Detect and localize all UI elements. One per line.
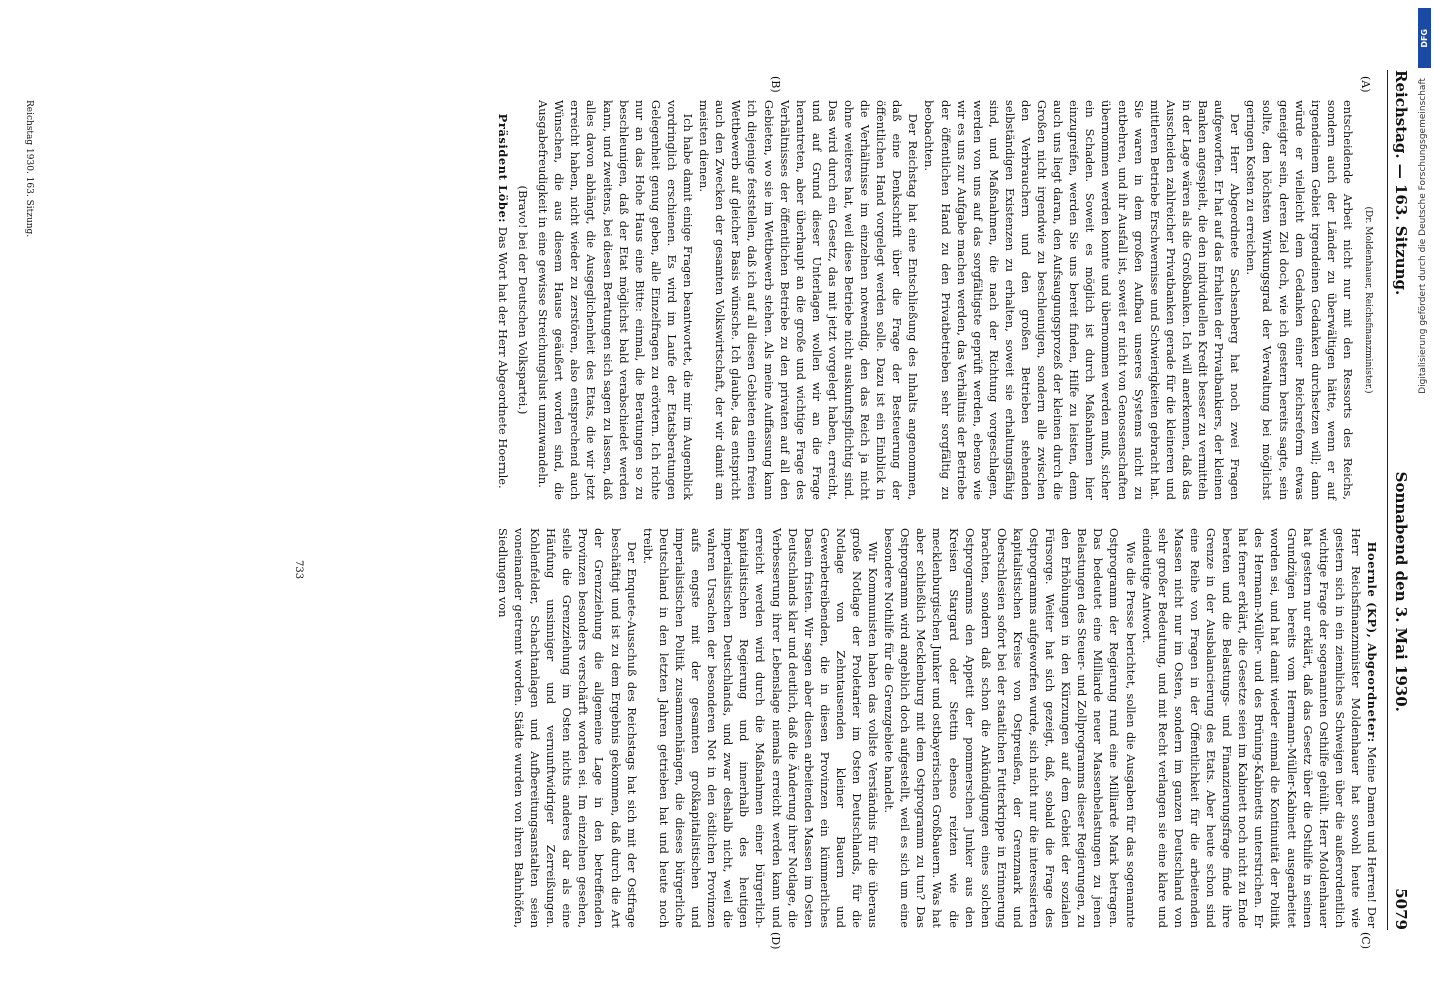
- dfg-logo: [1418, 8, 1431, 68]
- president-label: Präsident Löbe:: [496, 113, 511, 224]
- president-text: Das Wort hat der Herr Abgeordnete Hoernle.: [496, 226, 511, 489]
- dfg-watermark: [1418, 8, 1432, 808]
- signature-number: 733: [293, 560, 304, 580]
- paragraph: Wie die Presse berichtet, sollen die Ausgaben für das sogenannte Ostprogramm der Regierung rund eine Milliarde Mark betragen. Das bedeutet eine Milliarde neuer Massenbelastungen zu jenen Belastungen des Steuer- und Zollprogramms dieser Regierungen, zu den Erhöhungen in den Kürzungen auf dem Gebiet der sozialen Fürsorge. Weiter hat sich gezeigt, daß, sobald die Frage des Ostprogramms aufgeworfen wurde, sich nicht nur die interessierten kapitalistischen Kreise von Ostpreußen, der Grenzmark und Oberschlesien sofort bei der staatlichen Futterkrippe in Erinnerung brachten, sondern daß schon die Ankündigungen eines solchen Ostprogramms den Appetit der pommerschen Junker aus den Kreisen Stargard oder Stettin ebenso reizten wie die mecklenburgischen Junker und ostbayerischen Großbauern. Was hat aber schließlich Mecklenburg mit dem Ostprogramm zu tun? Das Ostprogramm wird angeblich doch aufgestellt, weil es sich um eine besondere Nothilfe für die Grenzgebiete handelt.: [882, 528, 1138, 928]
- paragraph: Der Reichstag hat eine Entschließung des Inhalts angenommen, daß eine Denkschrift über die Frage der Besteuerung der öffentlichen Hand vorgelegt werden solle. Dazu ist ein Einblick in die Verhältnisse im einzelnen notwendig, den das Reich ja nicht ohne weiteres hat, weil diese Betriebe nicht auskunftspflichtig sind. Das wird durch ein Gesetz, das mit jetzt vorgelegt haben, erreicht, und auf Grund dieser Unterlagen wollen wir an die Frage herantreten, aber überhaupt an die große und wichtige Frage des Verhältnisses der öffentlichen Betriebe zu den privaten auf all den Gebieten, wo sie im Wettbewerb stehen. Als meine Auffassung kann ich diejenige feststellen, daß ich auf all diesen Gebieten einen freien Wettbewerb auf gleicher Basis wünsche. Ich glaube, das entspricht auch den Zwecken der gesamten Volkswirtschaft, der wir damit am meisten dienen.: [697, 100, 921, 500]
- paragraph: Meine Damen und Herren! Der Herr Reichsfinanzminister Moldenhauer hat sowohl heute wie gestern sich in ein ziemliches Schweigen über die außerordentlich wichtige Frage der sogenannten Osthilfe gehüllt. Herr Moldenhauer hat gestern nur erklärt, daß das Gesetz über die Osthilfe in seinen Grundzügen bereits vom Hermann-Müller-Kabinett ausgearbeitet worden sei, und hat damit wieder einmal die Kontinuität der Politik des Hermann-Müller- und des Brüning-Kabinetts unterstrichen. Er hat ferner erklärt, die Gesetze seien im Kabinett noch nicht zu Ende beraten und die Belastungs- und Finanzierungsfrage finde ihre Grenze in der Ausbalancierung des Etats. Aber heute schon sind eine Reihe von Fragen in der Öffentlichkeit für die arbeitenden Massen nicht nur im Osten, sondern im ganzen Deutschland von sehr großer Bedeutung, und mit Recht verlangen sie eine klare und eindeutige Antwort.: [1139, 528, 1379, 929]
- page-number: 5079: [1392, 888, 1410, 930]
- margin-mark-a: (A): [1359, 76, 1372, 93]
- margin-mark-b: (B): [769, 76, 782, 93]
- watermark-text: Digitalisierung gefördert durch die Deutsche Forschungsgemeinschaft: [1418, 78, 1428, 394]
- speaker-label: Hoernle (KP), Abgeordneter:: [1365, 541, 1379, 743]
- speech-opening: [1139, 528, 1380, 928]
- left-column: [495, 100, 1380, 500]
- running-head-date: Sonnabend den 3. Mai 1930.: [1392, 471, 1410, 712]
- paragraph: Der Enquete-Ausschuß des Reichstags hat sich mit der Ostfrage beschäftigt und ist zu dem Ergebnis gekommen, daß durch die Art der Grenzziehung die allgemeine Lage in den betreffenden Provinzen besonders verschärft worden sei. Im einzelnen gesehen, stelle die Grenzziehung im Osten nichts anderes dar als eine Häufung unsinniger und vernunftwidriger Zerreißungen. Kohlenfelder, Schachtanlagen und Aufbereitungsanstalten seien voneinander getrennt worden. Städte wurden von ihren Bahnhöfen, Siedlungen von: [495, 528, 639, 928]
- paragraph: entscheidende Arbeit nicht nur mit den Ressorts des Reichs, sondern auch der Länder zu überwältigen hätte, wenn er auf irgendeinem Gebiet irgendeinen Gedanken durchsetzen will; dann würde er vielleicht dem Gedanken einer Reichsreform etwas geneigter sein, deren Ziel doch, wie ich gestern bereits sagte, sein sollte, den höchsten Wirkungsgrad der Verwaltung bei möglichst geringen Kosten zu erreichen.: [1244, 100, 1355, 500]
- right-column: [495, 528, 1380, 928]
- margin-mark-c: (C): [1359, 932, 1372, 949]
- speaker-note: (Dr. Moldenhauer, Reichsfinanzminister.): [1363, 206, 1373, 394]
- applause-note: (Bravo! bei der Deutschen Volkspartei.): [516, 185, 531, 415]
- header-rule: [1387, 70, 1388, 930]
- paragraph: Der Herr Abgeordnete Sachsenberg hat noch zwei Fragen aufgeworfen. Er hat auf das Erhalten der Privatbankiers, der kleinen Banken angespielt, die den individuellen Kredit besser zu vermitteln in der Lage wären als die Großbanken. Ich will anerkennen, daß das Ausscheiden zahlreicher Privatbanken gerade für die kleineren und mittleren Betriebe Erschwernisse und Schwierigkeiten gebracht hat. Sie waren in dem großen Aufbau unseres Systems nicht zu entbehren, und ihr Ausfall ist, soweit er nicht von Genossenschaften übernommen werden konnte und übernommen werden muß, sicher ein Schaden. Soweit es möglich ist durch Maßnahmen hier einzugreifen, werden Sie uns bereit finden, Hilfe zu leisten, denn auch uns liegt daran, den Aufsaugungsprozeß der kleinen durch die Großen nicht irgendwie zu beschleunigen, sondern alle zwischen den Verbrauchern und den großen Betrieben stehenden selbständigen Existenzen zu erhalten, soweit sie erhaltungsfähig sind, und Maßnahmen, die nach der Richtung vorgeschlagen, werden von uns auf das sorgfältigste geprüft werden, ebenso wie wir es uns zur Aufgabe machen werden, das Verhältnis der Betriebe der öffentlichen Hand zu den Privatbetrieben sehr sorgfältig zu beobachten.: [922, 100, 1243, 500]
- running-head-left: Reichstag. — 163. Sitzung.: [1392, 70, 1410, 296]
- footer-note: Reichstag 1930. 163. Sitzung.: [24, 100, 34, 238]
- paragraph: Ich habe damit einige Fragen beantwortet, die mir im Augenblick vordringlich erschienen. Es wird im Laufe der Etatsberatungen Gelegenheit genug geben, alle Einzelfragen zu erörtern. Ich richte nur an das Hohe Haus eine Bitte: einmal, die Beratungen so zu beschleunigen, daß der Etat möglichst bald verabschiedet werden kann, und zweitens, bei diesen Beratungen sich sagen zu lassen, daß alles davon abhängt, die Ausgeglichenheit des Etats, die wir jetzt erreicht haben, nicht wieder zu zerstören, also entsprechend auch Wünschen, die aus diesem Hause geäußert worden sind, die Ausgabefreudigkeit in eine gewisse Streichungslust umzuwandeln.: [536, 100, 696, 500]
- paragraph: Wir Kommunisten haben das vollste Verständnis für die überaus große Notlage der Proletarier im Osten Deutschlands, für die Notlage von Zehntausenden kleiner Bauern und Gewerbetreibenden, die in diesen Provinzen ein kümmerliches Dasein fristen. Wir sagen aber diesen arbeitenden Massen im Osten Deutschlands klar und deutlich, daß die Änderung ihrer Notlage, die Verbesserung ihrer Lebenslage niemals erreicht werden kann und erreicht werden wird durch die Maßnahmen einer bürgerlich-kapitalistischen Regierung und innerhalb des heutigen imperialistischen Deutschlands, und zwar deshalb nicht, weil die wahren Ursachen der besonderen Not in den östlichen Provinzen aufs engste mit der gesamten großkapitalistischen und imperialistischen Politik zusammenhängen, die dieses bürgerliche Deutschland in den letzten Jahren getrieben hat und heute noch treibt.: [640, 528, 881, 928]
- president-paragraph: [495, 100, 511, 500]
- margin-mark-d: (D): [769, 932, 782, 950]
- dfg-logo-text: DFG: [1420, 28, 1429, 48]
